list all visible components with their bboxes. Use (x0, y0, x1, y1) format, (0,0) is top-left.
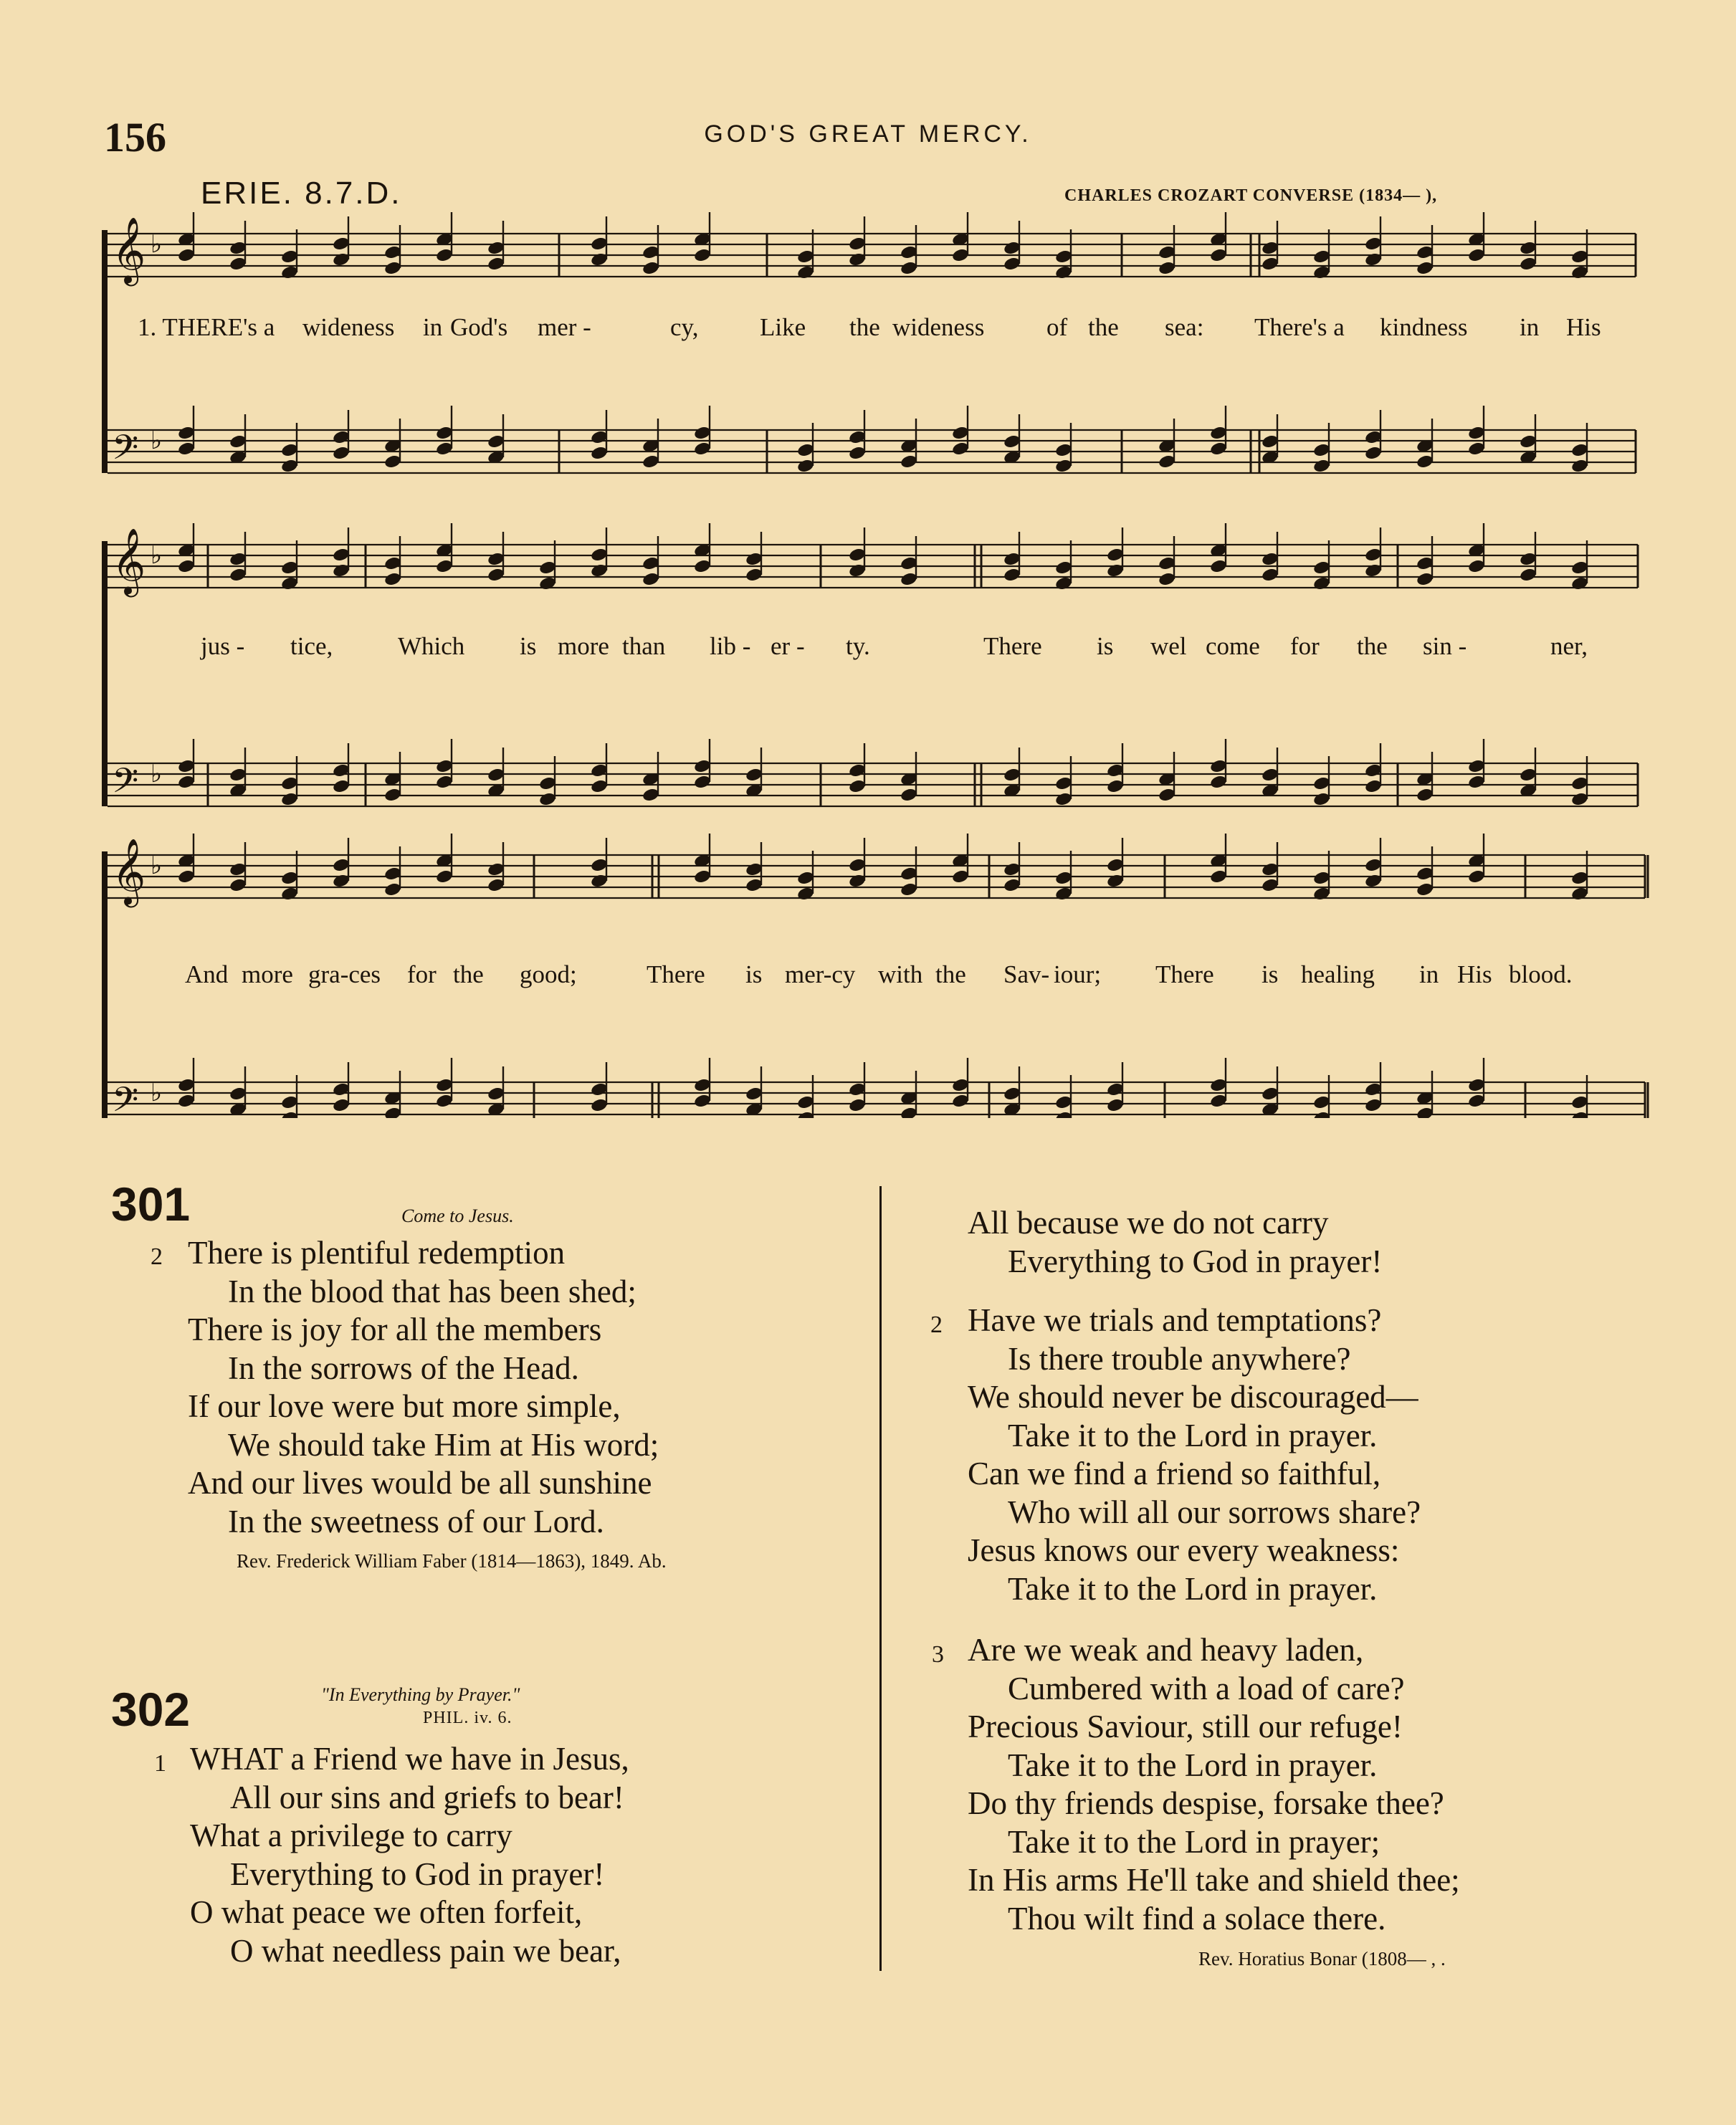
lyric-word: There (983, 632, 1042, 660)
hymn-301-attribution: Rev. Frederick William Faber (1814—1863), 1849. Ab. (237, 1550, 667, 1572)
lyric-word: good; (520, 960, 577, 988)
hymn-302-verse-1 (190, 1740, 629, 1970)
verse-line: WHAT a Friend we have in Jesus, (190, 1741, 629, 1777)
verse-line: We should take Him at His word; (228, 1426, 659, 1463)
key-signature-icon: ♭ (151, 760, 163, 788)
lyric-word: in (423, 313, 443, 341)
verse-line: Who will all our sorrows share? (1008, 1494, 1421, 1530)
verse-line: If our love were but more simple, (188, 1388, 621, 1424)
verse-line: All because we do not carry (968, 1205, 1329, 1241)
lyric-word: than (622, 632, 666, 660)
hymn-302-verse-1-continued (968, 1204, 1382, 1281)
lyric-word: wideness (302, 313, 395, 341)
verse-line: And our lives would be all sunshine (188, 1465, 652, 1501)
verse-line: What a privilege to carry (190, 1818, 512, 1853)
verse-line: Everything to God in prayer! (1008, 1243, 1383, 1279)
verse-line: Everything to God in prayer! (230, 1856, 605, 1892)
verse-line: Are we weak and heavy laden, (968, 1632, 1364, 1668)
key-signature-icon: ♭ (151, 230, 163, 259)
verse-line: Take it to the Lord in prayer. (1008, 1570, 1378, 1607)
verse-line: Is there trouble anywhere? (1008, 1340, 1351, 1377)
lyric-word: sin - (1423, 632, 1467, 660)
tune-name: ERIE. 8.7.D. (201, 176, 402, 211)
verse-number: 1 (154, 1750, 166, 1777)
verse-line: In the sweetness of our Lord. (228, 1503, 604, 1539)
scripture-reference: PHIL. iv. 6. (423, 1709, 512, 1727)
lyric-word: healing (1301, 960, 1375, 988)
verse-line: O what peace we often forfeit, (190, 1894, 583, 1930)
lyric-word: for (407, 960, 437, 988)
lyric-word: wideness (892, 313, 985, 341)
verse-line: In His arms He'll take and shield thee; (968, 1862, 1460, 1898)
lyric-word: of (1046, 313, 1068, 341)
system-brace (102, 541, 108, 806)
lyric-word: come (1206, 632, 1260, 660)
verse-line: We should never be discouraged— (968, 1379, 1418, 1415)
lyric-word: is (1097, 632, 1114, 660)
hymn-301-verse (188, 1234, 659, 1541)
hymn-302-verse-2 (968, 1302, 1421, 1608)
clef-icon: 𝄞 (112, 216, 146, 283)
lyric-word: kindness (1380, 313, 1468, 341)
lyric-word: lib - (710, 632, 751, 660)
verse-line: Take it to the Lord in prayer. (1008, 1417, 1378, 1453)
lyric-word: in (1520, 313, 1540, 341)
lyric-word: iour; (1054, 960, 1102, 988)
lyric-word: mer - (538, 313, 591, 341)
clef-icon: 𝄢 (112, 1079, 139, 1118)
verse-line: Do thy friends despise, forsake thee? (968, 1785, 1444, 1821)
clef-icon: 𝄢 (112, 427, 139, 476)
lyric-word: more (242, 960, 293, 988)
verse-line: There is joy for all the members (188, 1312, 602, 1347)
verse-line: Precious Saviour, still our refuge! (968, 1709, 1403, 1744)
verse-line: Take it to the Lord in prayer. (1008, 1747, 1378, 1783)
lyric-word: mer-cy (785, 960, 856, 988)
lyric-word: wel (1150, 632, 1187, 660)
verse-line: Have we trials and temptations? (968, 1302, 1382, 1338)
verse-line: O what needless pain we bear, (230, 1932, 621, 1969)
verse-number: 2 (930, 1312, 943, 1338)
lyric-word: the (849, 313, 880, 341)
verse-line: There is plentiful redemption (188, 1235, 566, 1271)
verse-number: 3 (932, 1641, 944, 1668)
clef-icon: 𝄞 (112, 527, 146, 594)
page-number: 156 (104, 114, 166, 161)
key-signature-icon: ♭ (151, 426, 163, 455)
composer-credit: CHARLES CROZART CONVERSE (1834— ), (1064, 186, 1438, 205)
verse-line: In the blood that has been shed; (228, 1273, 636, 1309)
verse-number: 2 (151, 1243, 163, 1270)
lyric-word: is (1262, 960, 1279, 988)
clef-icon: 𝄢 (112, 760, 139, 809)
hymn-302-verse-3 (968, 1631, 1460, 1938)
lyric-word: 1. THERE's a (138, 313, 275, 341)
lyric-word: the (1357, 632, 1388, 660)
lyric-word: the (935, 960, 966, 988)
lyric-word: jus - (201, 632, 245, 660)
hymn-number-301: 301 (111, 1178, 191, 1231)
lyric-word: And (185, 960, 229, 988)
lyric-word: gra-ces (308, 960, 381, 988)
key-signature-icon: ♭ (151, 541, 163, 570)
lyric-word: er - (771, 632, 805, 660)
hymn-number-302: 302 (111, 1683, 191, 1736)
lyric-word: the (1088, 313, 1119, 341)
lyric-word: with (878, 960, 923, 988)
lyric-word: in (1419, 960, 1439, 988)
key-signature-icon: ♭ (151, 851, 163, 880)
verse-line: Cumbered with a load of care? (1008, 1670, 1405, 1706)
hymn-302-attribution: Rev. Horatius Bonar (1808— , . (1198, 1948, 1446, 1969)
lyric-word: the (453, 960, 484, 988)
lyric-word: Like (760, 313, 806, 341)
clef-icon: 𝄞 (112, 838, 146, 904)
lyric-word: There's a (1254, 313, 1345, 341)
verse-line: Thou wilt find a solace there. (1008, 1900, 1386, 1937)
verse-line: Jesus knows our every weakness: (968, 1532, 1400, 1568)
lyric-word: Which (398, 632, 465, 660)
lyric-word: more (558, 632, 609, 660)
lyric-word: is (520, 632, 537, 660)
lyric-word: tice, (290, 632, 333, 660)
lyric-word: sea: (1165, 313, 1204, 341)
running-title: GOD'S GREAT MERCY. (704, 120, 1032, 148)
lyric-word: There (1155, 960, 1214, 988)
system-brace (102, 230, 108, 473)
lyric-word: His (1457, 960, 1492, 988)
lyric-word: cy, (670, 313, 699, 341)
lyric-word: is (745, 960, 763, 988)
key-signature-icon: ♭ (151, 1079, 163, 1107)
lyric-word: Sav- (1003, 960, 1050, 988)
lyric-word: God's (450, 313, 508, 341)
verse-line: All our sins and griefs to bear! (230, 1779, 624, 1815)
column-divider (879, 1186, 882, 1971)
hymn-title-301: Come to Jesus. (401, 1205, 514, 1226)
verse-line: In the sorrows of the Head. (228, 1350, 579, 1386)
lyric-word: ty. (846, 632, 870, 660)
lyric-word: His (1566, 313, 1601, 341)
hymn-title-302: "In Everything by Prayer." (321, 1684, 520, 1705)
lyric-word: blood. (1509, 960, 1573, 988)
verse-line: Take it to the Lord in prayer; (1008, 1823, 1380, 1860)
lyric-word: There (647, 960, 705, 988)
verse-line: Can we find a friend so faithful, (968, 1456, 1381, 1491)
lyric-word: ner, (1550, 632, 1588, 660)
lyric-word: for (1290, 632, 1320, 660)
system-brace (102, 851, 108, 1118)
